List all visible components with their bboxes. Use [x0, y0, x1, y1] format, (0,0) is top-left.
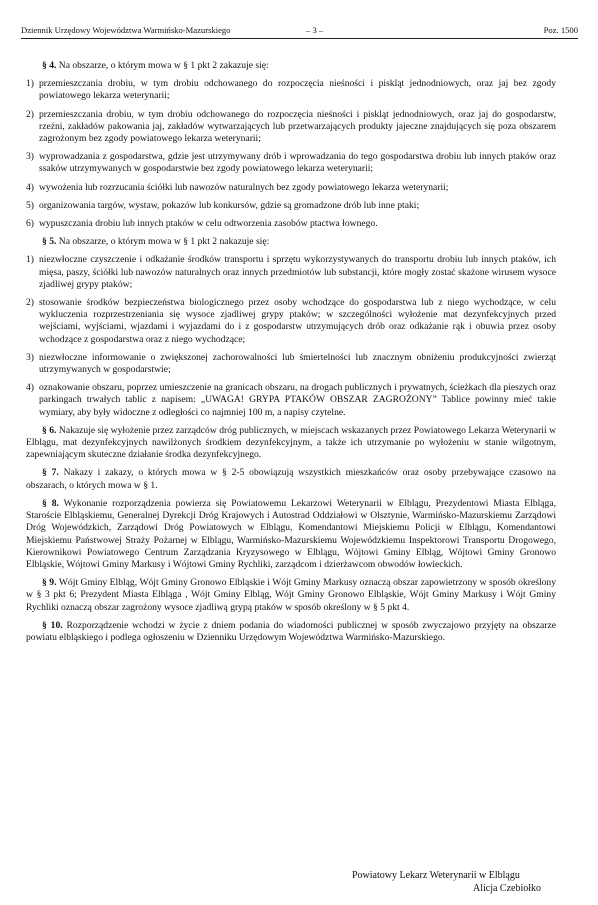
section-8-paragraph — [26, 498, 556, 571]
section-8-mark: § 8. — [42, 497, 59, 509]
signatory-title: Powiatowy Lekarz Weterynarii w Elblągu — [352, 870, 520, 881]
item-text: przemieszczania drobiu, w tym drobiu odchowanego do rozpoczęcia nieśności i piskląt jednodniowych, oraz jaj do gospodarstw, rzeźni, zakładów pakowania jaj, zakładów wytwarzających lub przetwarzających produkty jajeczne znajdujących się poza obszarem zagrożonym bez zgody powiatowego lekarza weterynarii; — [39, 108, 556, 145]
section-4-item — [26, 109, 556, 146]
section-7-paragraph — [26, 467, 556, 491]
item-number: 3) — [26, 151, 34, 163]
section-4-heading — [26, 60, 556, 72]
section-5-item — [26, 254, 556, 291]
page-number: – 3 – — [306, 25, 324, 35]
section-9-mark: § 9. — [42, 577, 57, 589]
section-10-text: Rozporządzenie wchodzi w życie z dniem podania do wiadomości publicznej w sposób zwyczajowo przyjęty na obszarze powiatu elbląskiego i podlega ogłoszeniu w Dzienniku Urzędowym Województwa Warmińsko-Mazurskiego. — [26, 619, 557, 643]
section-9-text: Wójt Gminy Elbląg, Wójt Gminy Gronowo Elbląskie i Wójt Gminy Markusy oznaczą obszar zapowietrzony w sposób określony w § 3 pkt 6; Prezydent Miasta Elbląga , Wójt Gminy Elbląg, Wójt Gminy Gronowo Elbląskie, Wójt Gminy Markusy i Wójt Gminy Rychliki oznaczą obszar zagrożony wysoce zjadliwą grypą ptaków w sposób określony w § 5 pkt 4. — [26, 577, 557, 613]
section-6-text: Nakazuje się wyłożenie przez zarządców dróg publicznych, w miejscach wskazanych przez Powiatowego Lekarza Weterynarii w Elblągu, mat dezynfekcyjnych nawilżonych środkiem dezynfekcyjnym, a także ich utrzymanie po wyłożeniu w stanie wilgotnym, zapewniającym skuteczne działanie środka dezynfekcyjnego. — [26, 424, 556, 461]
item-text: stosowanie środków bezpieczeństwa biologicznego przez osoby wchodzące do gospodarstwa lub z niego wychodzące, w celu wykluczenia rozprzestrzeniania się wysoce zjadliwej grypy ptaków; w szczególności wyłożenie mat dezynfekcyjnych przed wejściami, wyjściami, wjazdami i wyjazdami do i z gospodarstw utrzymujących drób oraz odkażanie rąk i obuwia przez osoby wchodzące z gospodarstwa oraz z niego wychodzące; — [39, 297, 556, 345]
section-10-mark: § 10. — [42, 619, 63, 631]
item-number: 1) — [26, 78, 34, 90]
section-4-item — [26, 218, 556, 230]
document-body — [26, 60, 556, 650]
item-number: 2) — [26, 297, 34, 309]
section-4-intro: Na obszarze, o którym mowa w § 1 pkt 2 zakazuje się: — [58, 60, 269, 71]
section-8-text: Wykonanie rozporządzenia powierza się Powiatowemu Lekarzowi Weterynarii w Elblągu, Prezydentowi Miasta Elbląga, Staroście Elbląskiemu, Generalnej Dyrekcji Dróg Krajowych i Autostrad Oddziałowi w Olsztynie, Warmińsko-Mazurskiemu Zarządowi Dróg Wojewódzkich, Zarządowi Dróg Powiatowych w Elblągu, Komendantowi Miejskiemu Policji w Elblągu, Komendantowi Miejskiemu Państwowej Straży Pożarnej w Elblągu, Warmińsko-Mazurskiemu Wojewódzkiemu Inspektorowi Transportu Drogowego, Kierownikowi Powiatowego Centrum Zarządzania Kryzysowego w Elblągu, Wójtowi Gminy Elbląg, Wójtowi Gminy Gronowo Elbląskie, Wójtowi Gminy Markusy i Wójtowi Gminy Rychliki, zarządcom i dzierżawcom obwodów łowieckich. — [26, 497, 557, 570]
item-text: wywożenia lub rozrzucania ściółki lub nawozów naturalnych bez zgody powiatowego lekarza weterynarii; — [39, 181, 449, 193]
section-5-mark: § 5. — [42, 236, 57, 248]
item-text: niezwłoczne informowanie o zwiększonej zachorowalności lub śmiertelności lub znacznym obniżeniu produkcyjności zwierząt utrzymywanych w gospodarstwie; — [39, 351, 556, 376]
position-number: Poz. 1500 — [543, 25, 578, 35]
item-number: 4) — [26, 382, 34, 394]
item-number: 1) — [26, 254, 34, 266]
item-text: oznakowanie obszaru, poprzez umieszczenie na granicach obszaru, na drogach publicznych i prywatnych, ścieżkach dla pieszych oraz parkingach trwałych tablic z napisem: „UWAGA! GRYPA PTAKÓW OBSZAR ZAGROŻONY” Tablice powinny mieć takie wymiary, aby były widoczne z odległości co najmniej 100 m, a napisy czytelne. — [39, 382, 556, 418]
item-number: 5) — [26, 199, 34, 211]
item-number: 4) — [26, 181, 34, 193]
section-5-item — [26, 352, 556, 376]
section-4-item — [26, 200, 556, 212]
section-6-paragraph — [26, 425, 556, 462]
section-6-mark: § 6. — [42, 424, 57, 436]
section-4-mark: § 4. — [42, 60, 57, 71]
page-header — [21, 24, 578, 39]
journal-title: Dziennik Urzędowy Województwa Warmińsko-Mazurskiego — [21, 25, 231, 35]
section-5-item — [26, 297, 556, 346]
section-7-text: Nakazy i zakazy, o których mowa w § 2-5 obowiązują wszystkich mieszkańców oraz osoby przebywające czasowo na obszarach, o których mowa w § 1. — [26, 467, 556, 491]
section-9-paragraph — [26, 577, 556, 614]
item-text: organizowania targów, wystaw, pokazów lub konkursów, gdzie są gromadzone drób lub inne ptaki; — [39, 199, 420, 211]
section-7-mark: § 7. — [42, 467, 59, 479]
section-5-heading — [26, 236, 556, 248]
item-text: przemieszczania drobiu, w tym drobiu odchowanego do rozpoczęcia nieśności i piskląt jednodniowych, oraz jaj bez zgody powiatowego lekarza weterynarii; — [39, 78, 556, 102]
section-5-intro: Na obszarze, o którym mowa w § 1 pkt 2 nakazuje się: — [58, 236, 270, 248]
section-5-item — [26, 382, 556, 419]
section-10-paragraph — [26, 620, 556, 644]
item-text: wyprowadzania z gospodarstwa, gdzie jest utrzymywany drób i wprowadzania do tego gospodarstwa drobiu lub innych ptaków oraz ssaków utrzymywanych w gospodarstwie bez zgody powiatowego lekarza weterynarii; — [39, 151, 556, 175]
section-4-item — [26, 78, 556, 102]
section-4-item — [26, 151, 556, 175]
item-number: 6) — [26, 218, 34, 230]
signature-block — [352, 869, 562, 895]
item-number: 3) — [26, 351, 34, 363]
item-text: wypuszczania drobiu lub innych ptaków w celu odtworzenia zasobów ptactwa łownego. — [39, 218, 378, 230]
item-number: 2) — [26, 108, 34, 120]
section-4-item — [26, 182, 556, 194]
item-text: niezwłoczne czyszczenie i odkażanie środków transportu i sprzętu wykorzystywanych do transportu drobiu lub innych ptaków, ich mięsa, paszy, ściółki lub nawozów naturalnych oraz innych przedmiotów lub substancji, które mogły zostać skażone wirusem wysoce zjadliwej grypy ptaków; — [39, 254, 556, 290]
signatory-name: Alicja Czebiołko — [473, 883, 542, 894]
